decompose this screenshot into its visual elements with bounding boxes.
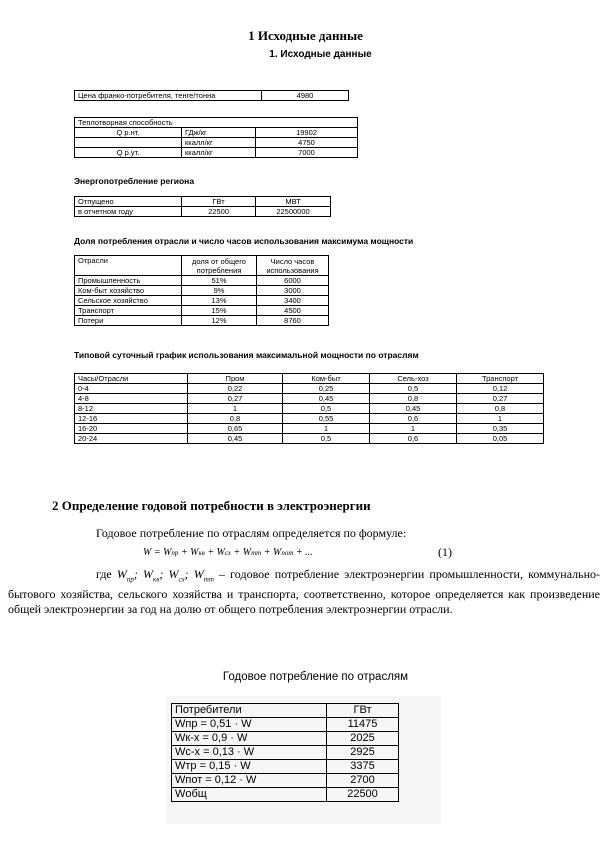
daily-cell: 0,6 [370,414,457,424]
share-cell: 4500 [257,306,329,316]
daily-cell: 0,45 [283,394,370,404]
formula: W = Wпр + Wкв + Wсх + Wтт + Wпот + ... [143,547,313,558]
annual-title: Годовое потребление по отраслям [222,671,409,683]
energy-title: Энергопотребление региона [74,176,195,186]
energy-cell: 22500 [182,207,256,217]
share-cell: 15% [182,306,257,316]
daily-cell: 0,05 [457,434,544,444]
where-sub: сх [178,575,185,584]
table-row [75,434,544,444]
annual-cell: 2925 [327,746,399,760]
daily-cell: 0,27 [188,394,283,404]
formula-number: (1) [438,545,452,559]
daily-cell: 1 [370,424,457,434]
table-row [75,316,329,326]
price-label: Цена франко-потребителя, тенге/тонна [75,91,262,101]
share-cell: 51% [182,276,257,286]
heat-cell: ГДж/кг [182,128,256,138]
daily-table [74,373,544,444]
section-1-subtitle: 1. Исходные данные [269,49,372,60]
table-row [75,384,544,394]
formula-sub: пр [171,549,179,557]
heat-cell: 19902 [256,128,358,138]
table-row [75,296,329,306]
annual-header: ГВт [327,704,399,718]
where-sub: кв [153,575,160,584]
heat-header: Теплотворная способность [75,118,256,128]
daily-cell: 0,22 [188,384,283,394]
price-value: 4980 [262,91,349,101]
energy-cell: ГВт [182,197,256,207]
daily-cell: 0,5 [283,434,370,444]
share-header: Число часов использования [257,256,329,276]
daily-cell: 16-20 [75,424,188,434]
formula-sub: пот [281,549,294,557]
share-cell: 6000 [257,276,329,286]
daily-title: Типовой суточный график использования максимальной мощности по отраслям [74,350,419,360]
share-header: Отрасли [75,256,182,276]
daily-cell: 0,6 [370,434,457,444]
section-1-title: 1 Исходные данные [248,28,363,43]
table-row [75,91,349,101]
share-cell: Ком-быт хозяйство [75,286,182,296]
share-cell: Промышленность [75,276,182,286]
heat-cell: 7000 [256,148,358,158]
annual-cell: Wс-х = 0,13 · W [172,746,327,760]
share-cell: Потери [75,316,182,326]
energy-cell: МВТ [256,197,331,207]
daily-cell: 12-16 [75,414,188,424]
share-cell: Транспорт [75,306,182,316]
energy-table [74,196,331,217]
annual-cell: 3375 [327,760,399,774]
table-row [75,256,329,276]
table-row [75,374,544,384]
daily-cell: 20-24 [75,434,188,444]
section-2-body: где $W_{пр}$; $W_{кв}$; $W_{сх}$; $W_{тт}$ – годовое потребление электроэнергии промышленности, коммунально-бытового хозяйства, сельского хозяйства и транспорта, соответственно, которое определяется как произведение общей электроэнергии за год на долю от общего потребления электроэнергии отрасли. [8,567,601,617]
table-row [172,774,399,788]
formula-sub: тт [251,549,262,557]
daily-cell: 1 [283,424,370,434]
daily-cell: 0,5 [370,384,457,394]
share-cell: 3000 [257,286,329,296]
table-row [172,788,399,802]
table-row [75,306,329,316]
daily-cell: 0,35 [457,424,544,434]
daily-header: Сель-хоз [370,374,457,384]
daily-cell: 1 [188,404,283,414]
energy-cell: Отпущено [75,197,182,207]
energy-cell: 22500000 [256,207,331,217]
table-row [75,197,331,207]
table-row [172,732,399,746]
where-sub: тт [203,575,214,584]
share-cell: 13% [182,296,257,306]
table-row [75,118,358,128]
daily-cell: 0,65 [188,424,283,434]
heat-cell: Q р.ут. [75,148,182,158]
daily-cell: 0-4 [75,384,188,394]
table-row [75,424,544,434]
body-text: – годовое потребление электроэнергии промышленности, коммунально-бытового хозяйства, сельского хозяйства и транспорта, соответственно, которое определяется как произведение общей электроэнергии за год на долю от общего потребления электроэнергии отрасли. [8,567,601,617]
table-row [75,138,358,148]
daily-cell: 0,5 [283,404,370,414]
heat-cell: ккалл/кг [182,148,256,158]
daily-cell: 0,27 [457,394,544,404]
table-row [75,286,329,296]
annual-cell: Wпот = 0,12 · W [172,774,327,788]
formula-sub: кв [198,549,205,557]
daily-cell: 0,8 [457,404,544,414]
where-sub: пр [126,575,134,584]
heat-cell: Q р.нт. [75,128,182,138]
daily-cell: 8-12 [75,404,188,414]
daily-header: Транспорт [457,374,544,384]
daily-cell: 0,12 [457,384,544,394]
table-row [75,276,329,286]
price-table [74,90,349,101]
table-row [75,207,331,217]
daily-cell: 1 [457,414,544,424]
annual-cell: 2025 [327,732,399,746]
share-title: Доля потребления отрасли и число часов использования максимума мощности [74,236,414,246]
table-row [172,704,399,718]
annual-cell: Wк-х = 0,9 · W [172,732,327,746]
heat-cell: 4750 [256,138,358,148]
formula-sub: сх [224,549,232,557]
daily-header: Ком-быт [283,374,370,384]
daily-cell: 0,45 [188,434,283,444]
share-table [74,255,329,326]
table-row [75,148,358,158]
daily-cell: 0,8 [370,394,457,404]
heat-table [74,117,358,158]
table-row [75,404,544,414]
daily-cell: 0,55 [283,414,370,424]
formula-main: W = W [143,547,172,558]
table-row [75,414,544,424]
table-row [75,394,544,404]
where-prefix: где [96,567,112,581]
share-cell: 12% [182,316,257,326]
table-row [172,746,399,760]
heat-cell: ккалл/кг [182,138,256,148]
share-cell: 9% [182,286,257,296]
annual-cell: 2700 [327,774,399,788]
table-row [172,718,399,732]
heat-header-spacer [256,118,358,128]
share-cell: Сельское хозяйство [75,296,182,306]
annual-cell: Wтр = 0,15 · W [172,760,327,774]
heat-cell [75,138,182,148]
table-row [75,128,358,138]
daily-header: Часы/Отрасли [75,374,188,384]
energy-cell: в отчетном году [75,207,182,217]
annual-header: Потребители [172,704,327,718]
daily-cell: 0,25 [283,384,370,394]
share-cell: 3400 [257,296,329,306]
share-header: доля от общего потребления [182,256,257,276]
table-row [172,760,399,774]
daily-cell: 0,45 [370,404,457,414]
annual-table [171,703,399,802]
annual-cell: 22500 [327,788,399,802]
daily-header: Пром [188,374,283,384]
daily-cell: 0,8 [188,414,283,424]
annual-cell: 11475 [327,718,399,732]
annual-cell: Wпр = 0,51 · W [172,718,327,732]
share-cell: 8760 [257,316,329,326]
daily-cell: 4-8 [75,394,188,404]
section-2-title: 2 Определение годовой потребности в электроэнергии [52,498,371,513]
intro-text: Годовое потребление по отраслям определяется по формуле: [96,526,407,540]
annual-cell: Wобщ [172,788,327,802]
